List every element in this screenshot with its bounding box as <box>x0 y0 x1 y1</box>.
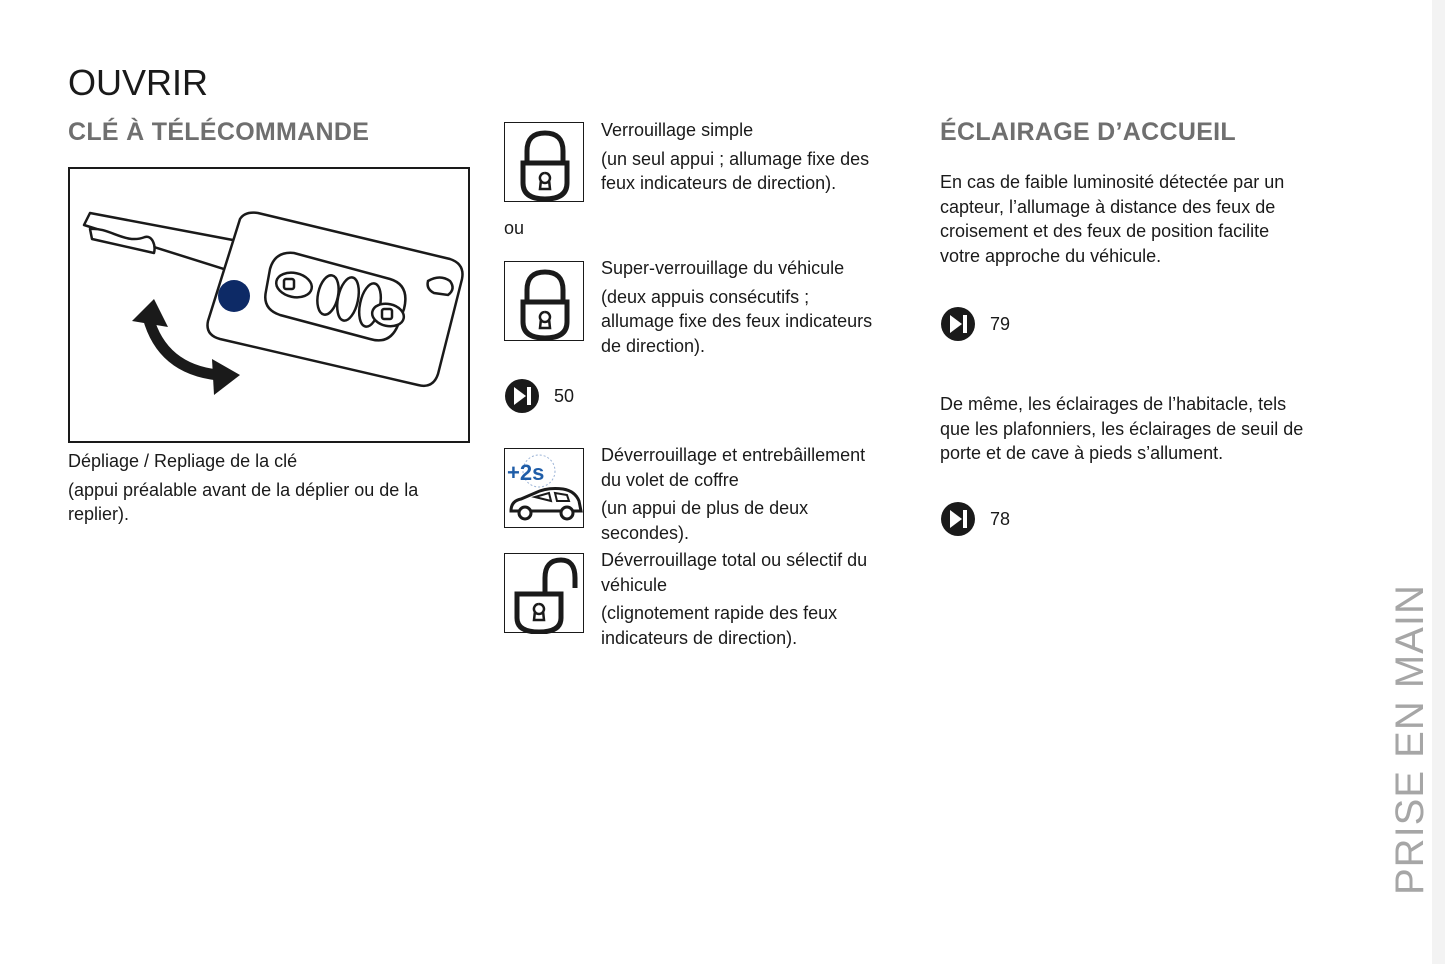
superlock-line: allumage fixe des feux indicateurs <box>601 311 873 331</box>
page-reference-icon <box>940 501 976 537</box>
trunk-hold-icon <box>505 449 585 529</box>
paragraph-line: porte et de cave à pieds s’allument. <box>940 443 1224 463</box>
unlock-line: indicateurs de direction). <box>601 627 798 648</box>
padlock-closed-icon <box>505 262 585 342</box>
unlock-button-box <box>504 553 584 633</box>
trunk-line: (un appui de plus de deux <box>601 498 809 518</box>
paragraph-line: votre approche du véhicule. <box>940 245 1162 266</box>
remote-key-heading: CLÉ À TÉLÉCOMMANDE <box>68 118 370 146</box>
key-caption-title: Dépliage / Repliage de la clé <box>68 451 298 471</box>
page-reference-icon <box>940 306 976 342</box>
unlock-line: (clignotement rapide des feux <box>601 603 838 623</box>
padlock-open-icon <box>505 554 585 634</box>
welcome-lighting-paragraph-2 <box>940 392 1360 466</box>
trunk-title: du volet de coffre <box>601 469 739 490</box>
unlock-text <box>601 548 911 650</box>
paragraph-line: capteur, l’allumage à distance des feux de <box>940 196 1276 217</box>
folding-key-icon <box>70 169 468 441</box>
page-reference-number: 79 <box>990 313 1011 334</box>
key-caption <box>68 449 468 527</box>
superlock-text <box>601 256 911 358</box>
superlock-title: Super-verrouillage du véhicule <box>601 258 845 278</box>
padlock-closed-icon <box>505 123 585 203</box>
paragraph-line: En cas de faible luminosité détectée par un <box>940 172 1285 192</box>
trunk-icon-label: +2s <box>507 460 545 485</box>
superlock-line: de direction). <box>601 335 706 356</box>
paragraph-line: que les plafonniers, les éclairages de seuil de <box>940 418 1304 439</box>
page-reference-number: 78 <box>990 508 1011 529</box>
trunk-text <box>601 443 911 545</box>
key-caption-line: replier). <box>68 504 130 524</box>
lock-simple-line: (un seul appui ; allumage fixe des <box>601 148 870 169</box>
page-title: OUVRIR <box>68 62 209 103</box>
lock-button-box <box>504 122 584 202</box>
superlock-line: (deux appuis consécutifs ; <box>601 286 810 307</box>
lock-simple-title: Verrouillage simple <box>601 120 754 140</box>
section-side-title: PRISE EN MAIN <box>1388 584 1432 895</box>
unlock-title: véhicule <box>601 574 668 595</box>
superlock-button-box <box>504 261 584 341</box>
paragraph-line: De même, les éclairages de l’habitacle, tels <box>940 394 1287 414</box>
page-edge-strip <box>1432 0 1445 964</box>
trunk-button-box <box>504 448 584 528</box>
unlock-title: Déverrouillage total ou sélectif du <box>601 550 868 570</box>
page-reference-79[interactable] <box>940 306 1010 342</box>
lock-simple-text <box>601 118 911 196</box>
welcome-lighting-paragraph-1 <box>940 170 1360 268</box>
key-caption-line: (appui préalable avant de la déplier ou de la <box>68 479 419 500</box>
paragraph-line: croisement et des feux de position facilite <box>940 221 1270 241</box>
key-illustration <box>68 167 470 443</box>
trunk-line: secondes). <box>601 522 690 543</box>
trunk-title: Déverrouillage et entrebâillement <box>601 445 866 465</box>
welcome-lighting-heading: ÉCLAIRAGE D’ACCUEIL <box>940 118 1236 146</box>
page-reference-78[interactable] <box>940 501 1010 537</box>
lock-simple-line: feux indicateurs de direction). <box>601 173 837 193</box>
page-reference-50[interactable] <box>504 378 574 414</box>
page-reference-number: 50 <box>554 385 575 406</box>
or-label: ou <box>504 218 525 238</box>
page-reference-icon <box>504 378 540 414</box>
